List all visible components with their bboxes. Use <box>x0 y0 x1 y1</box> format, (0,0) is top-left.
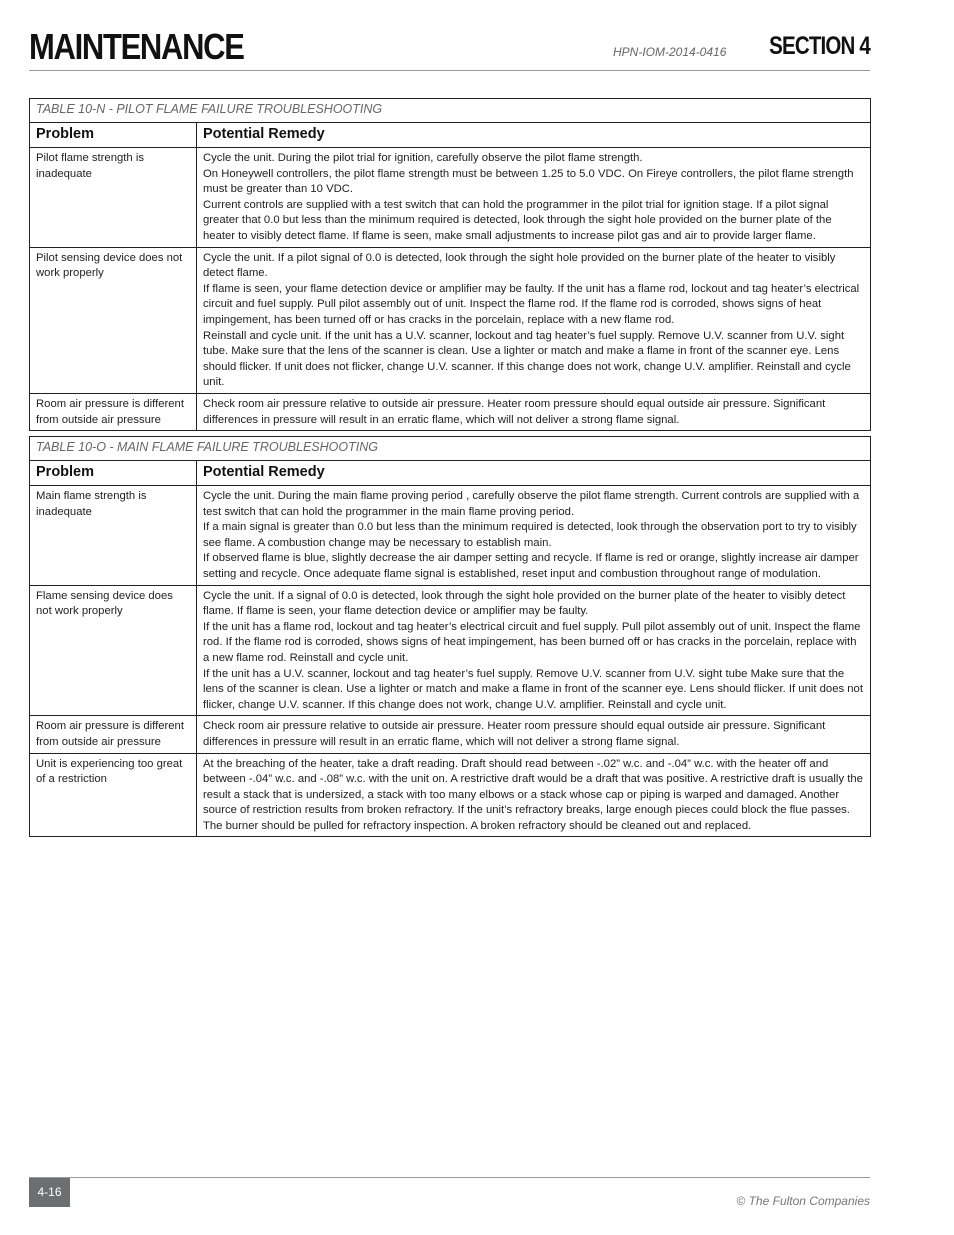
table-caption: TABLE 10-O - MAIN FLAME FAILURE TROUBLESHOOTING <box>30 437 871 461</box>
table-row <box>30 486 871 586</box>
copyright-notice: © The Fulton Companies <box>736 1194 870 1208</box>
table-row <box>30 753 871 837</box>
remedy-paragraph: On Honeywell controllers, the pilot flame strength must be between 1.25 to 5.0 VDC. On Fireye controllers, the pilot flame strength must be greater than 10 VDC. <box>203 167 854 196</box>
table-row <box>30 393 871 430</box>
section-label: SECTION 4 <box>769 32 870 60</box>
remedy-cell <box>197 716 871 753</box>
table-row <box>30 247 871 393</box>
column-header-problem: Problem <box>30 123 197 148</box>
problem-cell: Pilot sensing device does not work properly <box>30 247 197 393</box>
remedy-cell <box>197 585 871 716</box>
table-caption: TABLE 10-N - PILOT FLAME FAILURE TROUBLESHOOTING <box>30 99 871 123</box>
remedy-paragraph: Check room air pressure relative to outside air pressure. Heater room pressure should equal outside air pressure. Significant differences in pressure will result in an erratic flame, which will not deliver a strong flame signal. <box>203 397 826 426</box>
remedy-paragraph: Cycle the unit. If a signal of 0.0 is detected, look through the sight hole provided on the burner plate of the heater to visibly detect flame. If flame is seen, your flame detection device or amplifier may be faulty. <box>203 589 846 618</box>
problem-cell: Unit is experiencing too great of a restriction <box>30 753 197 837</box>
remedy-paragraph: Cycle the unit. During the pilot trial for ignition, carefully observe the pilot flame strength. <box>203 152 643 164</box>
remedy-cell <box>197 393 871 430</box>
table-row <box>30 585 871 716</box>
remedy-paragraph: At the breaching of the heater, take a draft reading. Draft should read between -.02” w.c. and -.04” w.c. with the heater off and between -.04” w.c. and -.08” w.c. with the unit on. A restrictive draft would be a draft that was positive. A restrictive draft is usually the result a stack that is undersized, a stack with too many elbows or a stack whose cap or piping is warped and damaged. Another source of restriction results from broken refractory. If the unit’s refractory breaks, large enough pieces could block the flue passes. The burner should be pulled for refractory inspection. A broken refractory should be cleaned out and replaced. <box>203 757 863 832</box>
problem-cell: Flame sensing device does not work properly <box>30 585 197 716</box>
column-header-remedy: Potential Remedy <box>197 123 871 148</box>
main-flame-troubleshooting-table <box>29 436 871 837</box>
remedy-paragraph: Current controls are supplied with a test switch that can hold the programmer in the pilot trial for ignition stage. If a pilot signal greater that 0.0 but less than the minimum required is detected, look through the sight hole provided on the burner plate of the heater to visibly detect flame. If flame is seen, make small adjustments to increase pilot gas and air to provide larger flame. <box>203 198 832 242</box>
remedy-cell <box>197 753 871 837</box>
remedy-paragraph: If a main signal is greater than 0.0 but less than the minimum required is detected, look through the observation port to try to visibly see flame. A combustion change may be necessary to establish main. <box>203 521 857 549</box>
remedy-paragraph: Cycle the unit. If a pilot signal of 0.0 is detected, look through the sight hole provided on the burner plate of the heater to visibly detect flame. <box>203 251 836 280</box>
remedy-paragraph: If the unit has a U.V. scanner, lockout and tag heater’s fuel supply. Remove U.V. scanner from U.V. sight tube Make sure that the lens of the scanner is clean. Use a lighter or match and make a flame in front of the scanner eye. Lens should flicker. If unit does not flicker, change U.V. scanner. If this change does not work, change U.V. amplifier. Reinstall and cycle unit. <box>203 667 863 711</box>
problem-cell: Room air pressure is different from outside air pressure <box>30 393 197 430</box>
remedy-cell <box>197 148 871 248</box>
column-header-problem: Problem <box>30 461 197 486</box>
remedy-cell <box>197 486 871 586</box>
problem-cell: Pilot flame strength is inadequate <box>30 148 197 248</box>
remedy-cell <box>197 247 871 393</box>
table-row <box>30 716 871 753</box>
remedy-paragraph: Reinstall and cycle unit. If the unit has a U.V. scanner, lockout and tag heater’s fuel supply. Remove U.V. scanner from U.V. sight tube. Make sure that the lens of the scanner is clean. Use a lighter or match and make a flame in front of the scanner eye. Lens should flicker. If unit does not flicker, change U.V. scanner. If this change does not work, change U.V. amplifier. Reinstall and cycle unit. <box>203 329 851 389</box>
problem-cell: Main flame strength is inadequate <box>30 486 197 586</box>
remedy-paragraph: If flame is seen, your flame detection device or amplifier may be faulty. If the unit has a flame rod, lockout and tag heater’s electrical circuit and fuel supply. Pull pilot assembly out of unit. Inspect the flame rod. If the flame rod is corroded, shows signs of heat impingement, has been turned off or has cracks in the porcelain, replace with a new flame rod. <box>203 282 860 326</box>
table-row <box>30 148 871 248</box>
remedy-paragraph: If the unit has a flame rod, lockout and tag heater’s electrical circuit and fuel supply. Pull pilot assembly out of unit. Inspect the flame rod. If the flame rod is corroded, shows signs of heat impingement, has been burned off or has cracks in the porcelain, replace with a new flame rod. Reinstall and cycle unit. <box>203 620 861 664</box>
page-number: 4-16 <box>29 1178 70 1207</box>
document-number: HPN-IOM-2014-0416 <box>613 45 727 59</box>
footer-divider <box>29 1177 870 1178</box>
column-header-remedy: Potential Remedy <box>197 461 871 486</box>
page-header <box>29 22 870 71</box>
remedy-paragraph: If observed flame is blue, slightly decrease the air damper setting and recycle. If flame is red or orange, slightly increase air damper setting and recycle. Once adequate flame signal is established, reset input and combustion throughout range of modulation. <box>203 552 859 580</box>
remedy-paragraph: Check room air pressure relative to outside air pressure. Heater room pressure should equal outside air pressure. Significant differences in pressure will result in an erratic flame, which will not deliver a strong flame signal. <box>203 720 826 748</box>
problem-cell: Room air pressure is different from outside air pressure <box>30 716 197 753</box>
remedy-paragraph: Cycle the unit. During the main flame proving period , carefully observe the pilot flame strength. Current controls are supplied with a test switch that can hold the programmer in the main flame proving period. <box>203 490 860 518</box>
page-title: MAINTENANCE <box>29 26 244 67</box>
pilot-flame-troubleshooting-table <box>29 98 871 431</box>
